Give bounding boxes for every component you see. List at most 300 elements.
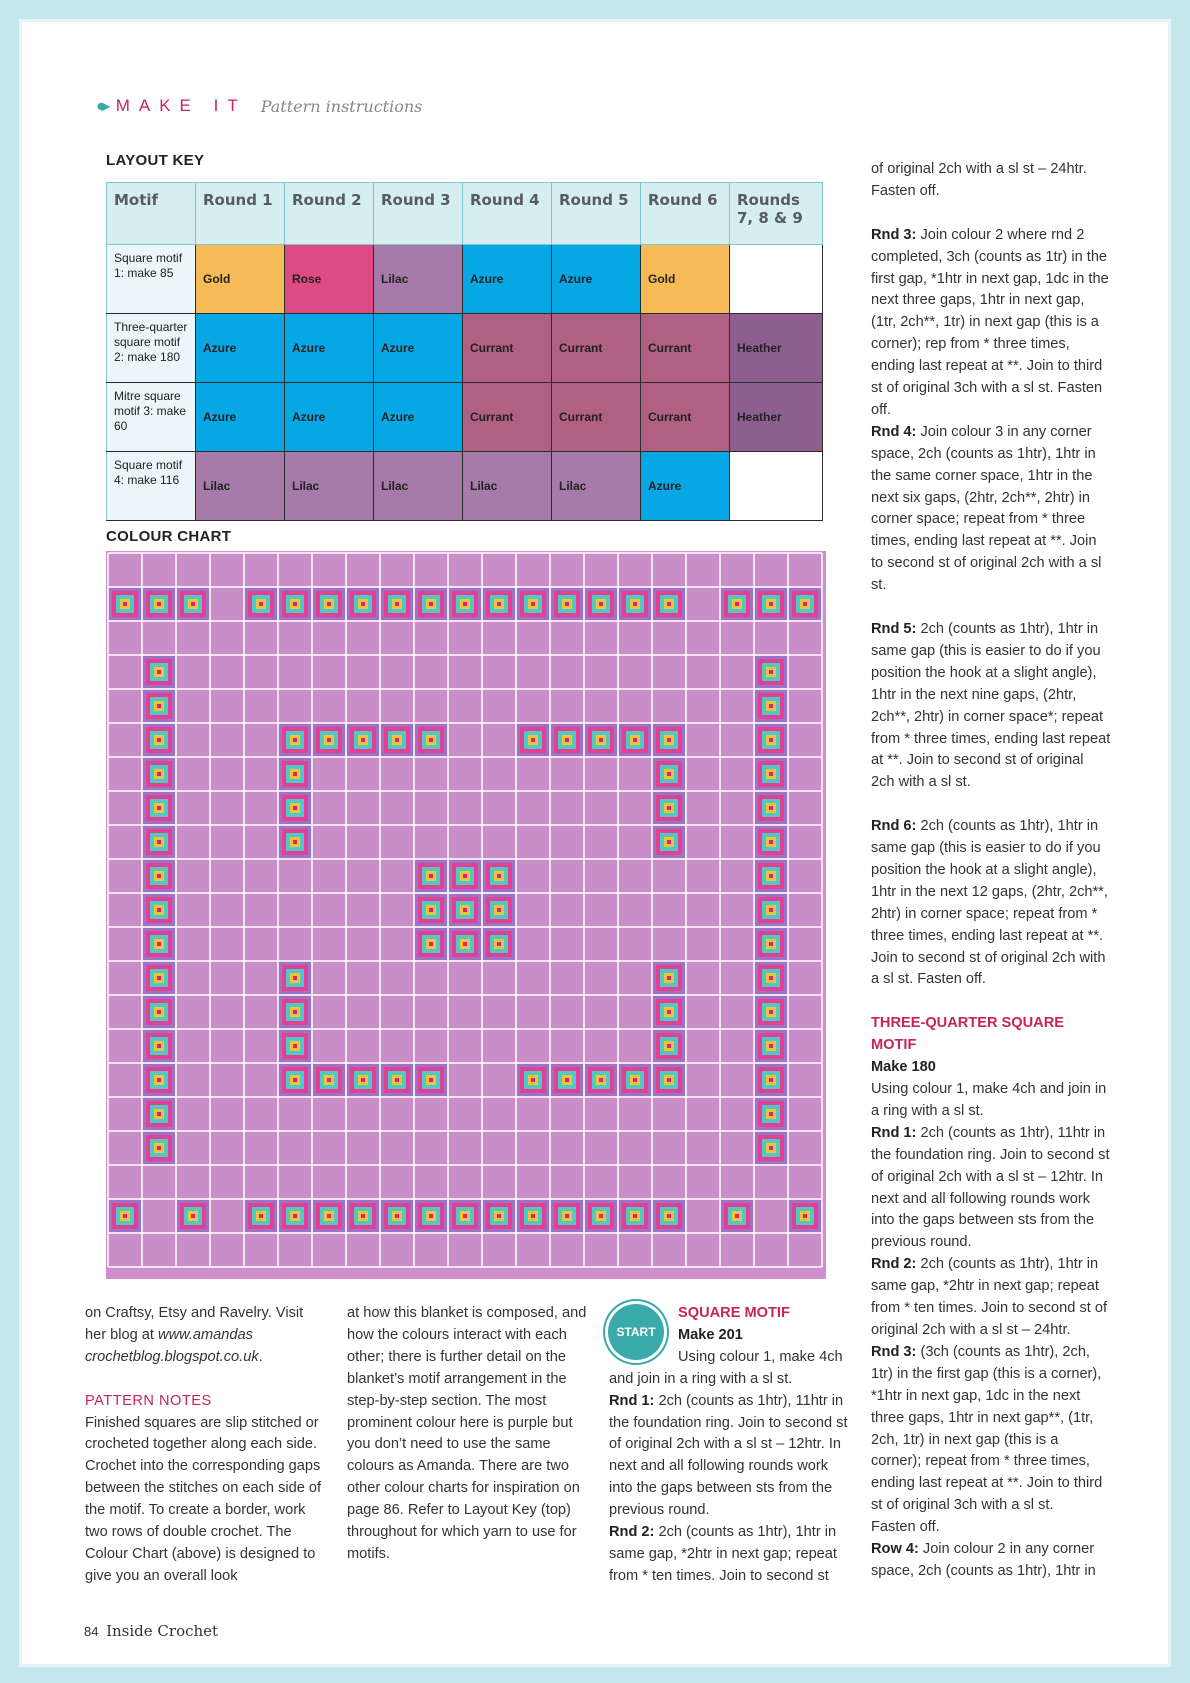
chart-plain-square	[109, 826, 141, 858]
chart-motif-centre	[531, 602, 535, 606]
square-rnd2-text: 2ch (counts as 1htr), 1htr in same gap, *2htr in next gap; repeat from * ten times. Join to second st	[609, 1524, 837, 1584]
chart-plain-square	[449, 724, 481, 756]
chart-plain-square	[177, 826, 209, 858]
chart-plain-square	[211, 1030, 243, 1062]
chart-plain-square	[211, 758, 243, 790]
chart-plain-square	[619, 1098, 651, 1130]
layout-key-colour-cell: Azure	[641, 452, 730, 521]
layout-key-colour-cell: Currant	[463, 314, 552, 383]
chart-motif-centre	[769, 704, 773, 708]
chart-plain-square	[585, 1234, 617, 1266]
chart-plain-square	[245, 554, 277, 586]
chart-plain-square	[517, 1132, 549, 1164]
chart-plain-square	[381, 1234, 413, 1266]
chart-plain-square	[279, 554, 311, 586]
chart-plain-square	[347, 690, 379, 722]
chart-plain-square	[721, 1166, 753, 1198]
chart-plain-square	[687, 792, 719, 824]
chart-plain-square	[245, 894, 277, 926]
chart-plain-square	[415, 1098, 447, 1130]
layout-key-colour-cell: Currant	[463, 383, 552, 452]
chart-motif-centre	[565, 738, 569, 742]
chart-plain-square	[619, 1030, 651, 1062]
chart-plain-square	[177, 1132, 209, 1164]
chart-plain-square	[619, 1132, 651, 1164]
chart-plain-square	[687, 1132, 719, 1164]
chart-plain-square	[721, 996, 753, 1028]
start-badge: START	[608, 1304, 664, 1360]
chart-plain-square	[517, 1234, 549, 1266]
chart-motif-centre	[157, 772, 161, 776]
chart-plain-square	[313, 928, 345, 960]
chart-plain-square	[449, 656, 481, 688]
chart-motif-centre	[327, 1214, 331, 1218]
chart-plain-square	[687, 588, 719, 620]
chart-plain-square	[789, 656, 821, 688]
chart-plain-square	[551, 622, 583, 654]
layout-key-colour-cell: Azure	[552, 245, 641, 314]
chart-motif-centre	[123, 1214, 127, 1218]
chart-plain-square	[483, 690, 515, 722]
tq-rnd2-text: 2ch (counts as 1htr), 1htr in same gap, *2htr in next gap; repeat from * ten times. Join to second st of original 2ch with a sl st – 24htr.	[871, 1256, 1108, 1338]
chart-motif-centre	[769, 874, 773, 878]
chart-motif-centre	[157, 1146, 161, 1150]
layout-key-colour-cell: Currant	[552, 383, 641, 452]
chart-plain-square	[687, 962, 719, 994]
chart-plain-square	[245, 792, 277, 824]
chart-plain-square	[687, 826, 719, 858]
chart-motif-centre	[565, 1078, 569, 1082]
chart-plain-square	[381, 860, 413, 892]
chart-plain-square	[483, 724, 515, 756]
layout-key-colour-cell: Currant	[641, 383, 730, 452]
chart-plain-square	[483, 792, 515, 824]
chart-motif-centre	[769, 1010, 773, 1014]
chart-motif-centre	[769, 942, 773, 946]
chart-plain-square	[381, 962, 413, 994]
chart-motif-centre	[395, 1078, 399, 1082]
layout-key-colour-cell: Lilac	[552, 452, 641, 521]
chart-plain-square	[619, 1234, 651, 1266]
chart-plain-square	[517, 826, 549, 858]
layout-key-colour-cell: Currant	[552, 314, 641, 383]
chart-plain-square	[313, 1030, 345, 1062]
chart-plain-square	[585, 1166, 617, 1198]
chart-motif-centre	[633, 1214, 637, 1218]
chart-plain-square	[109, 554, 141, 586]
chart-plain-square	[211, 1064, 243, 1096]
chart-plain-square	[347, 1030, 379, 1062]
chart-motif-centre	[293, 738, 297, 742]
chart-plain-square	[653, 1166, 685, 1198]
chart-plain-square	[551, 928, 583, 960]
chart-plain-square	[517, 690, 549, 722]
chart-plain-square	[313, 1234, 345, 1266]
chart-plain-square	[381, 554, 413, 586]
chart-plain-square	[619, 1166, 651, 1198]
chart-plain-square	[415, 1166, 447, 1198]
layout-key-col-header: Round 3	[374, 183, 463, 245]
chart-motif-centre	[667, 1078, 671, 1082]
chart-motif-centre	[157, 1044, 161, 1048]
chart-plain-square	[653, 622, 685, 654]
layout-key-table	[106, 182, 823, 521]
chart-plain-square	[687, 1166, 719, 1198]
layout-key-col-header: Round 1	[196, 183, 285, 245]
chart-plain-square	[687, 860, 719, 892]
chart-plain-square	[483, 554, 515, 586]
chart-plain-square	[347, 894, 379, 926]
chart-motif-centre	[497, 908, 501, 912]
chart-plain-square	[415, 690, 447, 722]
chart-motif-centre	[497, 942, 501, 946]
three-quarter-make: Make 180	[871, 1059, 936, 1076]
chart-plain-square	[551, 1030, 583, 1062]
chart-motif-centre	[463, 874, 467, 878]
chart-plain-square	[347, 1234, 379, 1266]
chart-plain-square	[415, 826, 447, 858]
chart-plain-square	[483, 622, 515, 654]
chart-plain-square	[619, 690, 651, 722]
chart-plain-square	[245, 1234, 277, 1266]
chart-plain-square	[143, 622, 175, 654]
chart-plain-square	[551, 962, 583, 994]
chart-plain-square	[789, 928, 821, 960]
chart-motif-centre	[361, 602, 365, 606]
chart-motif-centre	[395, 1214, 399, 1218]
chart-motif-centre	[497, 874, 501, 878]
square-rnd2-cont: of original 2ch with a sl st – 24htr. Fasten off.	[871, 161, 1087, 199]
chart-plain-square	[143, 554, 175, 586]
chart-plain-square	[449, 1132, 481, 1164]
chart-plain-square	[721, 656, 753, 688]
square-rnd1-label: Rnd 1:	[609, 1392, 655, 1409]
chart-plain-square	[381, 894, 413, 926]
layout-key-colour-cell: Lilac	[374, 452, 463, 521]
chart-plain-square	[415, 1234, 447, 1266]
colour-chart-title: COLOUR CHART	[106, 528, 232, 545]
layout-key-motif: Square motif 1: make 85	[107, 245, 196, 314]
layout-key-row	[107, 314, 823, 383]
blog-link-part2[interactable]: crochetblog.blogspot.co.uk	[85, 1348, 259, 1365]
chart-plain-square	[619, 792, 651, 824]
chart-motif-centre	[463, 908, 467, 912]
chart-plain-square	[551, 894, 583, 926]
intro-end: .	[258, 1348, 263, 1365]
chart-plain-square	[313, 792, 345, 824]
chart-plain-square	[415, 1030, 447, 1062]
chart-plain-square	[143, 1234, 175, 1266]
chart-motif-centre	[667, 602, 671, 606]
chart-plain-square	[211, 690, 243, 722]
chart-plain-square	[789, 962, 821, 994]
chart-plain-square	[619, 656, 651, 688]
chart-plain-square	[653, 1132, 685, 1164]
chart-plain-square	[177, 1234, 209, 1266]
chart-plain-square	[313, 860, 345, 892]
chart-plain-square	[279, 860, 311, 892]
chart-plain-square	[109, 860, 141, 892]
chart-plain-square	[721, 554, 753, 586]
chart-plain-square	[449, 554, 481, 586]
chart-plain-square	[551, 860, 583, 892]
tq-rnd2	[871, 1254, 1111, 1342]
layout-key-colour-cell: Lilac	[285, 452, 374, 521]
chart-plain-square	[585, 894, 617, 926]
chart-plain-square	[245, 1166, 277, 1198]
chart-plain-square	[279, 1132, 311, 1164]
chart-plain-square	[585, 1132, 617, 1164]
chart-plain-square	[653, 656, 685, 688]
tq-row4-text: Join colour 2 in any corner space, 2ch (counts as 1htr), 1htr in	[871, 1541, 1096, 1579]
chart-plain-square	[347, 1132, 379, 1164]
chart-motif-centre	[327, 738, 331, 742]
square-rnd5-text: 2ch (counts as 1htr), 1htr in same gap (this is easier to do if you position the hook at a slight angle), 1htr in the next nine gaps, (2htr, 2ch**, 2htr) in corner space*; repeat from * three times, ending last repeat at **. Join to second st of original 2ch with a sl st.	[871, 621, 1111, 791]
chart-plain-square	[177, 1030, 209, 1062]
chart-motif-centre	[667, 1044, 671, 1048]
chart-plain-square	[109, 894, 141, 926]
chart-motif-centre	[361, 738, 365, 742]
chart-plain-square	[551, 690, 583, 722]
chart-motif-centre	[293, 1010, 297, 1014]
chart-plain-square	[177, 690, 209, 722]
chart-plain-square	[211, 860, 243, 892]
tq-rnd3-text: (3ch (counts as 1htr), 2ch, 1tr) in the first gap (this is a corner), *1htr in next gap, 1dc in the next three gaps, 1htr in next gap**, (1tr, 2ch, 1tr) in next gap (this is a corner); repeat from * three times, ending last repeat at **. Join to third st of original 3ch with a sl st.	[871, 1343, 1103, 1514]
layout-key-colour-cell: Rose	[285, 245, 374, 314]
chart-plain-square	[721, 622, 753, 654]
chart-plain-square	[211, 928, 243, 960]
chart-plain-square	[245, 996, 277, 1028]
layout-key-colour-cell: Azure	[285, 383, 374, 452]
chart-plain-square	[211, 894, 243, 926]
chart-motif-centre	[803, 602, 807, 606]
intro-blog: her blog at	[85, 1326, 159, 1343]
square-rnd2	[609, 1522, 849, 1588]
chart-plain-square	[789, 860, 821, 892]
layout-key-colour-cell: Gold	[641, 245, 730, 314]
chart-plain-square	[789, 1166, 821, 1198]
chart-plain-square	[381, 996, 413, 1028]
chart-plain-square	[687, 928, 719, 960]
chart-motif-centre	[769, 1044, 773, 1048]
chart-plain-square	[347, 962, 379, 994]
square-rnd1	[609, 1391, 849, 1522]
chart-plain-square	[347, 1098, 379, 1130]
chart-plain-square	[517, 894, 549, 926]
chart-plain-square	[755, 1200, 787, 1232]
chart-plain-square	[551, 1166, 583, 1198]
chart-plain-square	[415, 792, 447, 824]
chart-motif-centre	[293, 976, 297, 980]
chart-plain-square	[517, 860, 549, 892]
layout-key-colour-cell	[730, 245, 823, 314]
chart-motif-centre	[429, 942, 433, 946]
colour-chart	[106, 551, 826, 1279]
layout-key-colour-cell	[730, 452, 823, 521]
chart-motif-centre	[259, 602, 263, 606]
chart-motif-centre	[667, 772, 671, 776]
chart-motif-centre	[463, 1214, 467, 1218]
magazine-name: Inside Crochet	[106, 1622, 219, 1640]
chart-plain-square	[585, 690, 617, 722]
chart-motif-centre	[565, 602, 569, 606]
chart-motif-centre	[293, 1214, 297, 1218]
pattern-notes-continued: at how this blanket is composed, and how the colours interact with each other; there is further detail on the blanket’s motif arrangement in the step-by-step section. The most prominent colour here is purple but you don’t need to use the same colours as Amanda. There are two other colour charts for inspiration on page 86. Refer to Layout Key (top) throughout for which yarn to use for motifs.	[347, 1305, 587, 1562]
chart-plain-square	[449, 1098, 481, 1130]
layout-key-motif: Three-quarter square motif 2: make 180	[107, 314, 196, 383]
chart-plain-square	[789, 690, 821, 722]
chart-plain-square	[109, 1166, 141, 1198]
tq-rnd1	[871, 1123, 1111, 1254]
chart-motif-centre	[769, 976, 773, 980]
chart-plain-square	[721, 724, 753, 756]
chart-plain-square	[211, 792, 243, 824]
square-rnd3-text: Join colour 2 where rnd 2 completed, 3ch (counts as 1tr) in the first gap, *1htr in next gap, 1dc in the next three gaps, 1htr in next gap, (1tr, 2ch**, 1tr) in next gap (this is a corner); rep from * three times, ending last repeat at **. Join to third st of original 3ch with a sl st. Fasten off.	[871, 226, 1109, 418]
chart-plain-square	[211, 996, 243, 1028]
chart-plain-square	[653, 1098, 685, 1130]
chart-plain-square	[109, 622, 141, 654]
chart-plain-square	[483, 996, 515, 1028]
chart-plain-square	[449, 758, 481, 790]
chart-motif-centre	[157, 976, 161, 980]
chart-motif-centre	[599, 738, 603, 742]
chart-plain-square	[347, 792, 379, 824]
chart-plain-square	[789, 724, 821, 756]
chart-motif-centre	[599, 1078, 603, 1082]
chart-plain-square	[721, 758, 753, 790]
chart-plain-square	[517, 928, 549, 960]
chart-motif-centre	[769, 840, 773, 844]
chart-plain-square	[109, 1132, 141, 1164]
chart-plain-square	[721, 1030, 753, 1062]
chart-plain-square	[143, 1166, 175, 1198]
chart-plain-square	[619, 962, 651, 994]
chart-plain-square	[381, 792, 413, 824]
layout-key-row	[107, 245, 823, 314]
chart-motif-centre	[667, 1010, 671, 1014]
chart-plain-square	[551, 554, 583, 586]
chart-plain-square	[313, 826, 345, 858]
chart-motif-centre	[633, 602, 637, 606]
chart-plain-square	[721, 792, 753, 824]
page-footer	[84, 1622, 218, 1640]
chart-plain-square	[517, 1166, 549, 1198]
chart-plain-square	[687, 656, 719, 688]
square-rnd6	[871, 816, 1111, 991]
chart-plain-square	[109, 724, 141, 756]
tq-rnd3	[871, 1342, 1111, 1517]
chart-motif-centre	[361, 1214, 365, 1218]
chart-plain-square	[585, 1098, 617, 1130]
blog-link-part1[interactable]: www.amandas	[158, 1326, 253, 1343]
chart-motif-centre	[157, 670, 161, 674]
chart-plain-square	[177, 962, 209, 994]
chart-plain-square	[109, 1098, 141, 1130]
chart-motif-centre	[769, 772, 773, 776]
layout-key-colour-cell: Azure	[374, 314, 463, 383]
square-rnd5-label: Rnd 5:	[871, 621, 917, 637]
chart-plain-square	[585, 996, 617, 1028]
chart-plain-square	[653, 1234, 685, 1266]
chart-plain-square	[313, 962, 345, 994]
chart-plain-square	[585, 1030, 617, 1062]
chart-plain-square	[211, 588, 243, 620]
chart-plain-square	[381, 1166, 413, 1198]
chart-plain-square	[177, 554, 209, 586]
chart-plain-square	[415, 962, 447, 994]
chart-plain-square	[109, 792, 141, 824]
chart-motif-centre	[157, 908, 161, 912]
chart-plain-square	[585, 792, 617, 824]
chart-plain-square	[381, 622, 413, 654]
layout-key-colour-cell: Azure	[374, 383, 463, 452]
chart-motif-centre	[259, 1214, 263, 1218]
chart-plain-square	[483, 962, 515, 994]
chart-plain-square	[415, 554, 447, 586]
chart-plain-square	[313, 554, 345, 586]
square-rnd4-text: Join colour 3 in any corner space, 2ch (counts as 1htr), 1htr in the same corner space, 1htr in the next six gaps, (2htr, 2ch**, 2htr) in corner space; repeat from * three times, ending last repeat at **. Join to second st of original 2ch with a sl st.	[871, 423, 1102, 594]
chart-motif-centre	[429, 738, 433, 742]
chart-plain-square	[245, 656, 277, 688]
chart-plain-square	[449, 690, 481, 722]
chart-plain-square	[483, 1098, 515, 1130]
chart-plain-square	[551, 826, 583, 858]
square-rnd3-label: Rnd 3:	[871, 226, 917, 243]
chart-plain-square	[721, 928, 753, 960]
chart-plain-square	[347, 758, 379, 790]
chart-plain-square	[551, 792, 583, 824]
chart-plain-square	[755, 554, 787, 586]
chart-plain-square	[449, 1166, 481, 1198]
chart-plain-square	[585, 622, 617, 654]
tq-rnd2-label: Rnd 2:	[871, 1256, 917, 1273]
chart-motif-centre	[157, 1010, 161, 1014]
chart-plain-square	[789, 1234, 821, 1266]
layout-key-colour-cell: Azure	[285, 314, 374, 383]
layout-key-motif: Mitre square motif 3: make 60	[107, 383, 196, 452]
page-number: 84	[84, 1624, 99, 1639]
colour-chart-graphic	[106, 551, 826, 1279]
chart-plain-square	[721, 894, 753, 926]
chart-plain-square	[517, 792, 549, 824]
chart-motif-centre	[769, 602, 773, 606]
chart-motif-centre	[157, 704, 161, 708]
chart-plain-square	[483, 656, 515, 688]
chart-plain-square	[211, 1166, 243, 1198]
chart-plain-square	[551, 1234, 583, 1266]
chart-motif-centre	[497, 602, 501, 606]
chart-motif-centre	[667, 1214, 671, 1218]
section-title: MAKE IT	[115, 96, 247, 115]
chart-plain-square	[789, 1064, 821, 1096]
section-subtitle: Pattern instructions	[260, 96, 423, 116]
chart-plain-square	[517, 758, 549, 790]
chart-plain-square	[245, 1064, 277, 1096]
chart-plain-square	[279, 1166, 311, 1198]
column-4	[871, 159, 1111, 1583]
chart-plain-square	[449, 962, 481, 994]
chart-plain-square	[177, 758, 209, 790]
intro-line: on Craftsy, Etsy and Ravelry. Visit	[85, 1305, 304, 1321]
chart-motif-centre	[293, 1044, 297, 1048]
chart-motif-centre	[361, 1078, 365, 1082]
chart-plain-square	[687, 996, 719, 1028]
chart-motif-centre	[769, 806, 773, 810]
chart-plain-square	[381, 1030, 413, 1062]
chart-motif-centre	[395, 602, 399, 606]
layout-key-col-header: Motif	[107, 183, 196, 245]
chart-plain-square	[585, 554, 617, 586]
